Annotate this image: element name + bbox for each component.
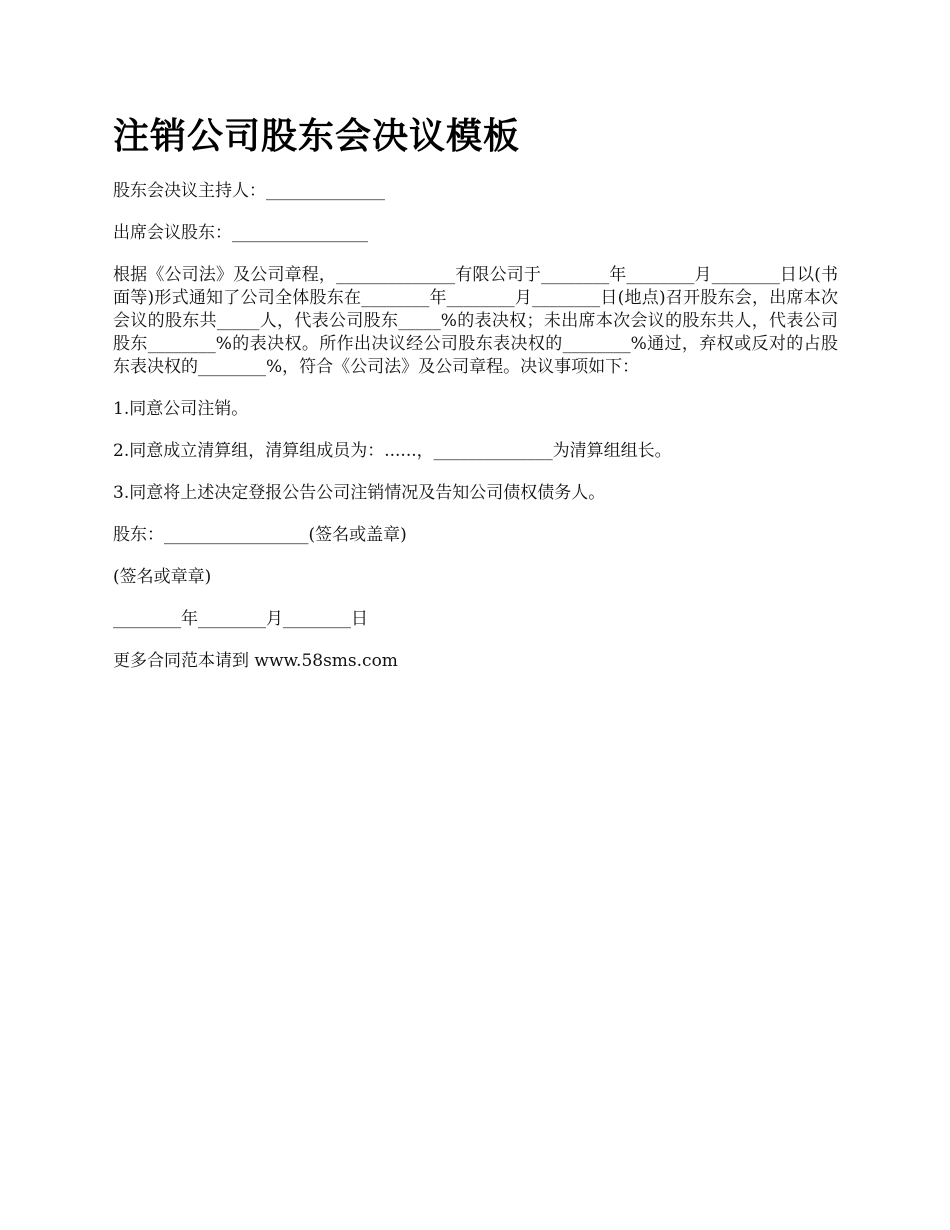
document-page — [113, 112, 838, 673]
signature-date-line: ________年________月________日 — [113, 609, 368, 629]
meeting-host-line: 股东会决议主持人：______________ — [113, 181, 385, 201]
signature-or-seal-note: (签名或章章) — [113, 567, 212, 587]
shareholder-signature-line: 股东：_________________(签名或盖章) — [113, 525, 407, 545]
more-templates-footer: 更多合同范本请到 www.58sms.com — [113, 651, 398, 671]
resolution-item-1: 1.同意公司注销。 — [113, 399, 249, 419]
resolution-item-3: 3.同意将上述决定登报公告公司注销情况及告知公司债权债务人。 — [113, 483, 606, 503]
resolution-item-2: 2.同意成立清算组，清算组成员为：......，______________为清算组组长。 — [113, 441, 672, 461]
document-title: 注销公司股东会决议模板 — [113, 115, 521, 157]
resolution-body-paragraph: 根据《公司法》及公司章程，______________有限公司于________年________月________日以(书面等)形式通知了公司全体股东在________年________月________日(地点)召开股东会，出席本次会议的股东共_____人，代表公司股东_____%的表决权；未出席本次会议的股东共人，代表公司股东________%的表决权。所作出决议经公司股东表决权的________%通过，弃权或反对的占股东表决权的________%，符合《公司法》及公司章程。决议事项如下： — [113, 265, 838, 377]
attending-shareholders-line: 出席会议股东：________________ — [113, 223, 368, 243]
